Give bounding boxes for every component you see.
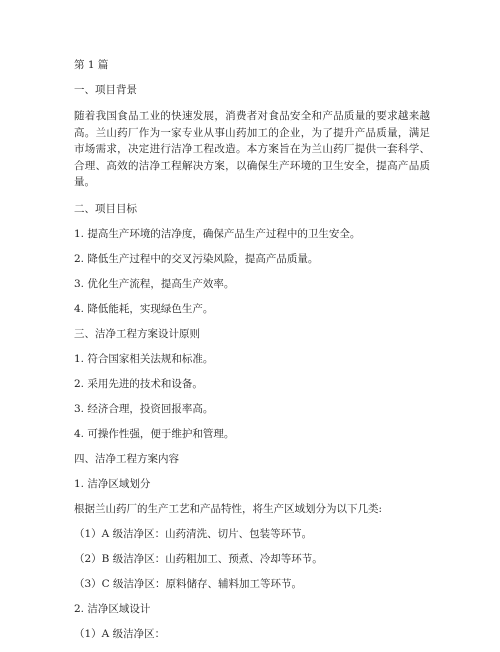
zoning-item: （2）B 级洁净区：山药粗加工、预煮、冷却等环节。	[74, 552, 323, 565]
section-heading-principles: 三、洁净工程方案设计原则	[74, 327, 200, 340]
principle-item: 3. 经济合理，投资回报率高。	[74, 402, 214, 415]
subsection-heading-design: 2. 洁净区域设计	[74, 602, 151, 615]
design-item: （1）A 级洁净区：	[74, 627, 166, 640]
zoning-item: （1）A 级洁净区：山药清洗、切片、包装等环节。	[74, 527, 313, 540]
principle-item: 2. 采用先进的技术和设备。	[74, 377, 203, 390]
chapter-heading: 第 1 篇	[74, 59, 109, 71]
document-page	[74, 58, 430, 652]
background-paragraph: 随着我国食品工业的快速发展，消费者对食品安全和产品质量的要求越来越高。兰山药厂作为一家专业从事山药加工的企业，为了提升产品质量，满足市场需求，决定进行洁净工程改造。本方案旨在为兰山药厂提供一套科学、合理、高效的洁净工程解决方案，以确保生产环境的卫生安全，提高产品质量。	[74, 110, 430, 188]
goal-item: 2. 降低生产过程中的交叉污染风险，提高产品质量。	[74, 252, 319, 265]
zoning-item: （3）C 级洁净区：原料储存、辅料加工等环节。	[74, 577, 303, 590]
goal-item: 1. 提高生产环境的洁净度，确保产品生产过程中的卫生安全。	[74, 227, 361, 240]
section-heading-goals: 二、项目目标	[74, 202, 137, 215]
goal-item: 3. 优化生产流程，提高生产效率。	[74, 277, 235, 290]
section-heading-content: 四、洁净工程方案内容	[74, 452, 179, 465]
principle-item: 4. 可操作性强，便于维护和管理。	[74, 427, 235, 440]
goal-item: 4. 降低能耗，实现绿色生产。	[74, 302, 214, 315]
zoning-intro: 根据兰山药厂的生产工艺和产品特性，将生产区域划分为以下几类:	[74, 502, 383, 515]
principle-item: 1. 符合国家相关法规和标准。	[74, 352, 214, 365]
subsection-heading-zoning: 1. 洁净区域划分	[74, 477, 151, 490]
section-heading-background: 一、项目背景	[74, 84, 137, 96]
